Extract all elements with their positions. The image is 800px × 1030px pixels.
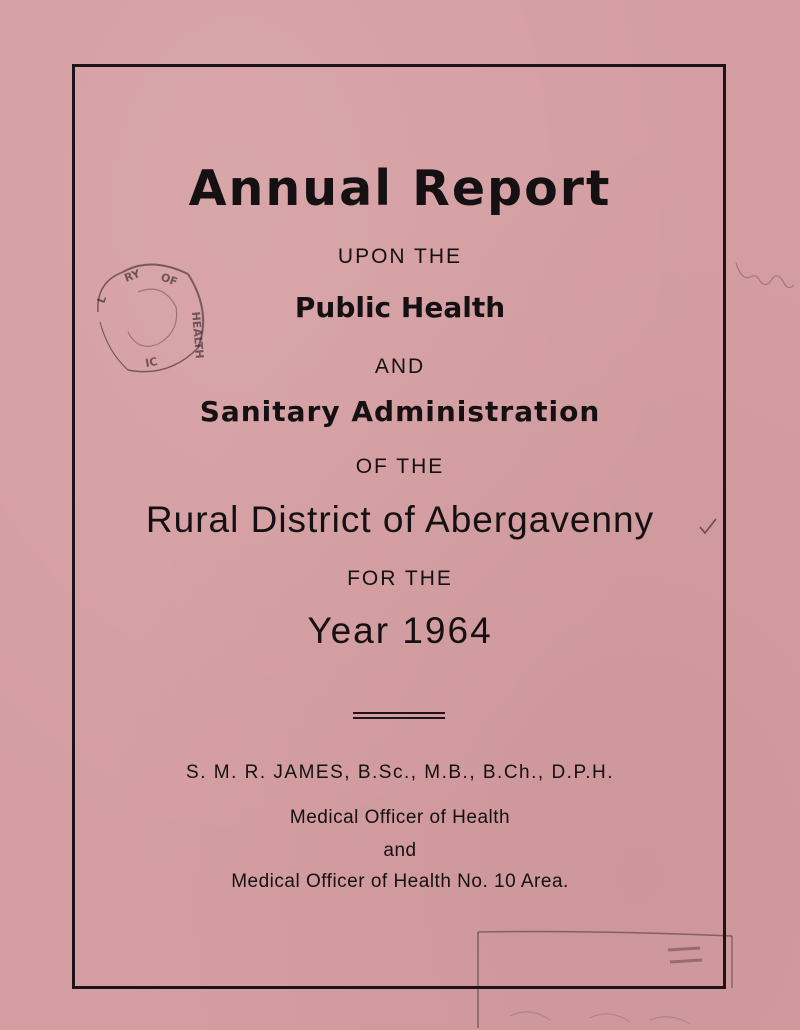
divider-rule-top — [353, 712, 445, 714]
author-role-2: Medical Officer of Health No. 10 Area. — [231, 871, 569, 892]
author-name: S. M. R. JAMES, B.Sc., M.B., B.Ch., D.P.H. — [186, 762, 614, 783]
check-mark-icon — [697, 515, 719, 537]
divider-rule-bottom — [353, 717, 445, 719]
faded-handwriting-icon — [732, 255, 796, 305]
report-year: Year 1964 — [307, 610, 493, 651]
author-role-1: Medical Officer of Health — [289, 807, 511, 828]
sanitary-administration-heading: Sanitary Administration — [199, 395, 601, 428]
district-name: Rural District of Abergavenny — [145, 499, 655, 540]
report-title: Annual Report — [188, 160, 612, 217]
svg-text:IC: IC — [144, 355, 159, 370]
of-the-line: OF THE — [355, 455, 445, 478]
svg-text:HEALTH: HEALTH — [189, 311, 207, 360]
upon-the-line: UPON THE — [337, 245, 463, 268]
for-the-line: FOR THE — [347, 567, 453, 590]
author-and: and — [383, 840, 417, 861]
svg-text:OF: OF — [158, 270, 180, 289]
torn-label-remnant-icon — [470, 928, 740, 1028]
svg-text:L: L — [94, 293, 110, 306]
library-stamp-icon — [88, 252, 214, 378]
svg-text:RY: RY — [122, 267, 142, 285]
public-health-heading: Public Health — [294, 291, 506, 324]
and-line: AND — [374, 355, 426, 378]
